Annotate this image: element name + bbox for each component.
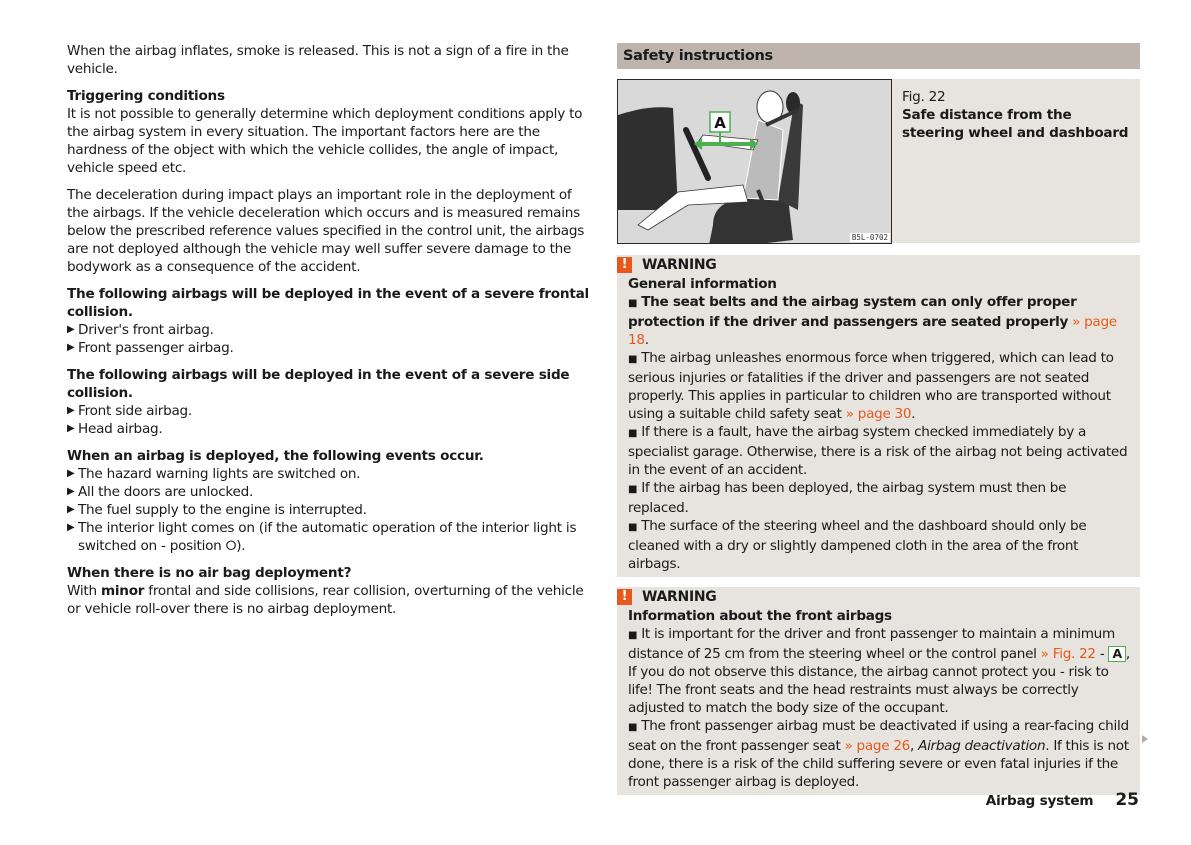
triangle-bullet-icon: ▶ (67, 423, 75, 434)
warning-general (617, 255, 1140, 577)
label-a-box: A (1108, 646, 1125, 662)
warning-item: ■ If the airbag has been deployed, the airbag system must then be replaced. (628, 480, 1067, 516)
square-bullet-icon: ■ (628, 298, 638, 309)
triangle-bullet-icon: ▶ (67, 405, 75, 416)
warning-title: WARNING (642, 257, 717, 273)
page-26-link[interactable]: » page 26 (844, 738, 911, 754)
warning-subtitle: Information about the front airbags (628, 608, 892, 624)
side-heading: The following airbags will be deployed in the event of a severe side collision. (67, 367, 570, 401)
torso (743, 120, 783, 200)
triggering-heading: Triggering conditions (67, 88, 225, 104)
list-item: ▶ The interior light comes on (if the automatic operation of the interior light is switched on - position ⭘). (67, 520, 577, 554)
frontal-section (67, 285, 589, 357)
square-bullet-icon: ■ (628, 428, 638, 439)
page-footer (986, 790, 1139, 810)
events-section (67, 447, 589, 555)
warning-title: WARNING (642, 589, 717, 605)
dashboard-shape (618, 107, 678, 210)
list-item: ▶ The hazard warning lights are switched on. (67, 466, 361, 482)
frontal-heading: The following airbags will be deployed in the event of a severe frontal collision. (67, 286, 589, 320)
square-bullet-icon: ■ (628, 522, 638, 533)
page-18-link[interactable]: » page 18 (628, 314, 1117, 348)
minor-emphasis: minor (100, 583, 145, 599)
list-item: ▶ Front passenger airbag. (67, 340, 234, 356)
page-number: 25 (1115, 790, 1139, 810)
warning-item: ■ If there is a fault, have the airbag system checked immediately by a specialist garage. Otherwise, there is a risk of the airbag not being activated in the event of an accident. (628, 424, 1128, 478)
list-item: ▶ Front side airbag. (67, 403, 192, 419)
warning-header (617, 587, 1130, 607)
triangle-bullet-icon: ▶ (67, 468, 75, 479)
figure-22 (617, 79, 1140, 245)
events-heading: When an airbag is deployed, the following events occur. (67, 448, 484, 464)
list-item: ▶ Driver's front airbag. (67, 322, 214, 338)
seat-cushion (708, 198, 793, 243)
seated-driver-illustration (618, 80, 891, 243)
side-section (67, 366, 589, 438)
warning-item: ■ The surface of the steering wheel and the dashboard should only be cleaned with a dry or slightly dampened cloth in the area of the front airbags. (628, 518, 1087, 572)
warning-item: ■ It is important for the driver and front passenger to maintain a minimum distance of 25 cm from the steering wheel or the control panel » Fig. 22 - A , If you do not observe this distance, the airbag cannot protect you - risk to life! The front seats and the head restraints must always be correctly adjusted to match the body size of the occupant. (628, 626, 1130, 716)
section-title: Safety instructions (617, 43, 1140, 69)
square-bullet-icon: ■ (628, 630, 638, 641)
figure-code: B5L-0702 (851, 233, 888, 242)
warning-exclamation-icon: ! (617, 589, 632, 605)
list-item: ▶ The fuel supply to the engine is interrupted. (67, 502, 367, 518)
triangle-bullet-icon: ▶ (67, 522, 75, 533)
page-30-link[interactable]: » page 30 (845, 406, 912, 422)
label-a: A (714, 114, 726, 132)
triggering-text: It is not possible to generally determine which deployment conditions apply to the airbag system in every situation. The important factors here are the hardness of the object with which the vehicle collides, the angle of impact, vehicle speed etc. (67, 106, 583, 176)
triangle-bullet-icon: ▶ (67, 342, 75, 353)
warning-subtitle: General information (628, 276, 777, 292)
list-item: ▶ All the doors are unlocked. (67, 484, 254, 500)
triangle-bullet-icon: ▶ (67, 324, 75, 335)
warning-front-airbags (617, 587, 1140, 795)
warning-item: ■ The airbag unleashes enormous force when triggered, which can lead to serious injuries or fatalities if the driver and passengers are not seated properly. This applies in particular to children who are transported without using a suitable child safety seat » page 30. (628, 350, 1114, 422)
list-item: ▶ Head airbag. (67, 421, 163, 437)
figure-caption (892, 79, 1140, 243)
triangle-bullet-icon: ▶ (67, 486, 75, 497)
continued-arrow-icon (1142, 735, 1148, 743)
figure-illustration (617, 79, 892, 244)
deceleration-paragraph: The deceleration during impact plays an important role in the deployment of the airbags. If the vehicle deceleration which occurs and is measured remains below the prescribed reference values specified in the control unit, the airbags are not deployed although the vehicle may well suffer severe damage to the bodywork as a consequence of the accident. (67, 187, 585, 275)
square-bullet-icon: ■ (628, 484, 638, 495)
right-column (617, 43, 1140, 795)
intro-paragraph: When the airbag inflates, smoke is released. This is not a sign of a fire in the vehicle. (67, 43, 569, 77)
warning-item: ■ The front passenger airbag must be deactivated if using a rear-facing child seat on the front passenger seat » page 26, Airbag deactivation. If this is not done, there is a risk of the child suffering severe or even fatal injuries if the front passenger airbag is deployed. (628, 718, 1129, 790)
warning-item: ■ The seat belts and the airbag system can only offer proper protection if the driver and passengers are seated properly » page 18. (628, 294, 1117, 348)
triangle-bullet-icon: ▶ (67, 504, 75, 515)
warning-header (617, 255, 1130, 275)
square-bullet-icon: ■ (628, 722, 638, 733)
footer-section-name: Airbag system (985, 793, 1094, 809)
no-deploy-section: When there is no air bag deployment? With minor frontal and side collisions, rear collision, overturning of the vehicle or vehicle roll-over there is no airbag deployment. (67, 564, 589, 618)
no-deploy-heading: When there is no air bag deployment? (67, 565, 352, 581)
triggering-section (67, 87, 589, 177)
figure-title: Safe distance from the steering wheel and dashboard (902, 107, 1129, 141)
warning-exclamation-icon: ! (617, 257, 632, 273)
square-bullet-icon: ■ (628, 354, 638, 365)
left-column (67, 42, 589, 618)
figure-number: Fig. 22 (902, 89, 946, 105)
fig-22-link[interactable]: » Fig. 22 (1040, 646, 1096, 662)
